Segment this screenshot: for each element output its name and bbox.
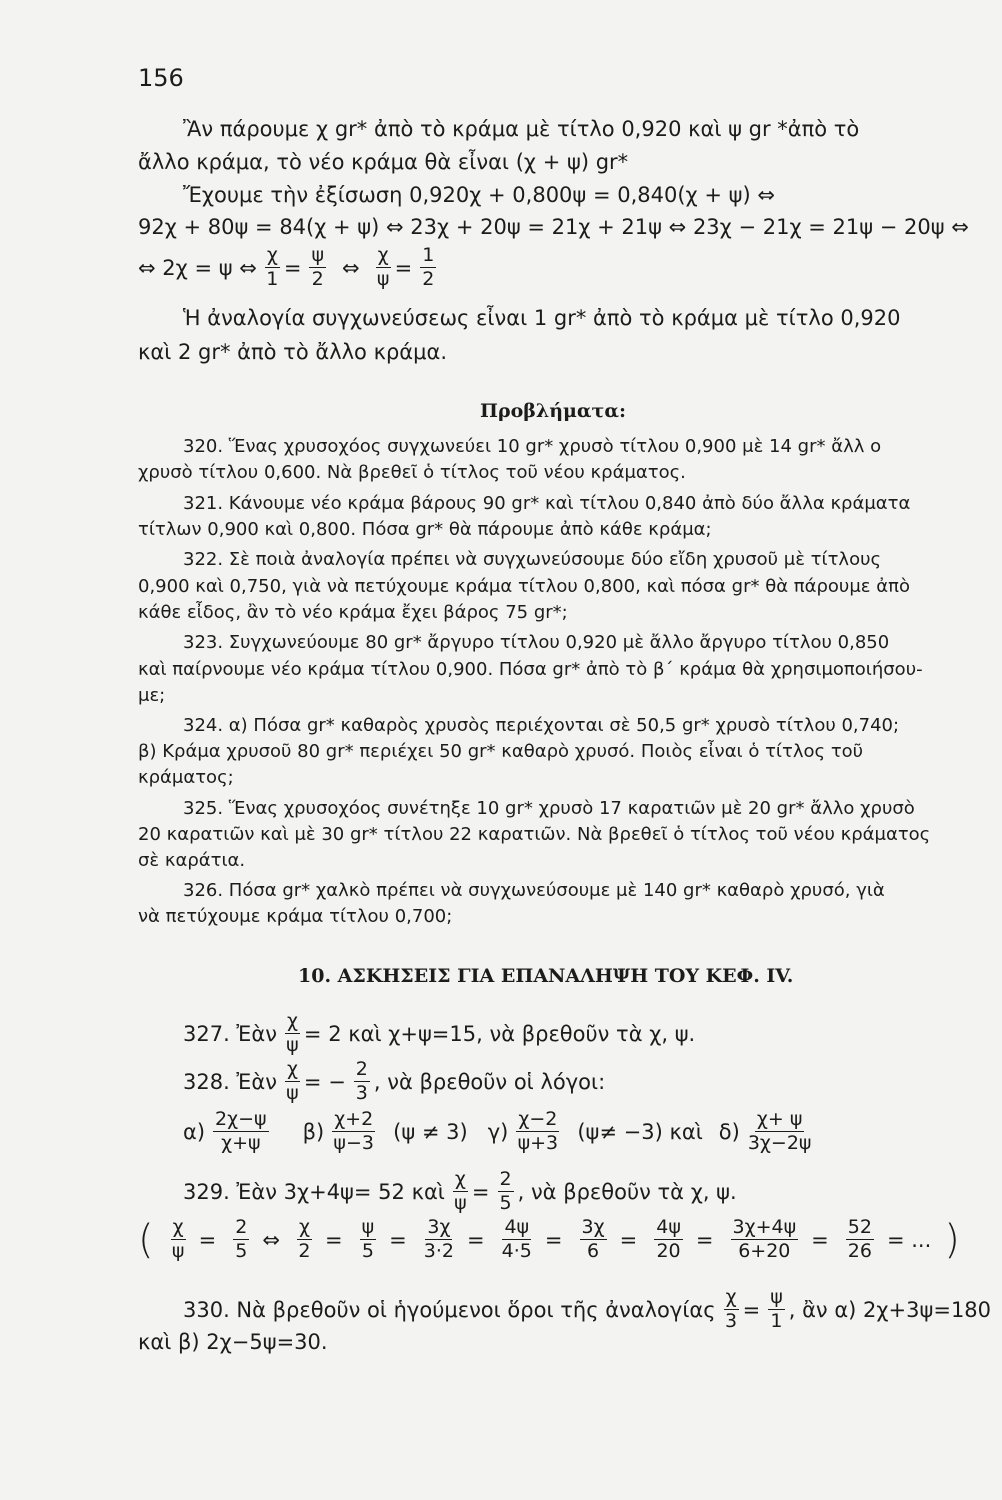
numerator: χ — [266, 244, 278, 266]
ratio-c-label: γ) — [487, 1119, 509, 1144]
ratio-c-condition: (ψ≠ −3) καὶ — [577, 1119, 703, 1144]
exercise-327-label: 327. Ἐὰν — [183, 1021, 277, 1046]
fraction-x-over-psi — [285, 1012, 300, 1055]
section-heading: 10. ΑΣΚΗΣΕΙΣ ΓΙΑ ΕΠΑΝΑΛΗΨΗ ΤΟΥ ΚΕΦ. IV. — [298, 965, 794, 987]
exercise-329-label: 329. Ἐὰν 3χ+4ψ= 52 καὶ — [183, 1179, 445, 1204]
exercise-329 — [183, 1170, 741, 1213]
numerator: 3χ — [427, 1216, 451, 1238]
problem-320-line-2: χρυσὸ τίτλου 0,600. Νὰ βρεθεῖ ὁ τίτλος τοῦ νέου κράματος. — [138, 462, 686, 483]
numerator: χ — [286, 1058, 298, 1080]
numerator: 3χ+4ψ — [732, 1216, 797, 1238]
proportion-derivation — [138, 246, 440, 289]
problem-323-line-1: 323. Συγχωνεύουμε 80 gr* ἄργυρο τίτλου 0,920 μὲ ἄλλο ἄργυρο τίτλου 0,850 — [183, 632, 890, 653]
denominator: 4·5 — [501, 1240, 532, 1262]
fraction-psi-over-1 — [768, 1288, 785, 1331]
denominator: ψ+3 — [517, 1132, 559, 1154]
numerator: ψ — [361, 1216, 375, 1238]
close-paren: ) — [944, 1216, 960, 1263]
denominator: 5 — [499, 1192, 512, 1214]
ratio-result-2: καὶ 2 gr* ἀπὸ τὸ ἄλλο κράμα. — [138, 340, 448, 364]
ratio-b-condition: (ψ ≠ 3) — [393, 1119, 468, 1144]
numerator: χ — [725, 1286, 737, 1308]
iff-sign: ⇔ — [341, 255, 360, 280]
equals-sign: = — [544, 1227, 563, 1252]
denominator: ψ — [286, 1082, 299, 1104]
fraction-x-over-psi — [285, 1060, 300, 1103]
denominator: 26 — [847, 1240, 872, 1262]
problem-324-line-1: 324. α) Πόσα gr* καθαρὸς χρυσὸς περιέχονται σὲ 50,5 gr* χρυσὸ τίτλου 0,740; — [183, 715, 900, 736]
exercise-328 — [183, 1060, 609, 1103]
denominator: 1 — [770, 1310, 783, 1332]
denominator: 3χ−2ψ — [747, 1132, 812, 1154]
denominator: 2 — [422, 268, 435, 290]
chain-fraction-7 — [580, 1218, 607, 1261]
problem-325-line-1: 325. Ἕνας χρυσοχόος συνέτηξε 10 gr* χρυσὸ 17 καρατιῶν μὲ 20 gr* ἄλλο χρυσὸ — [183, 798, 915, 819]
equals-sign: = — [619, 1227, 638, 1252]
numerator: 2 — [355, 1058, 368, 1080]
equals-sign: = — [283, 255, 302, 280]
denominator: 5 — [235, 1240, 248, 1262]
numerator: χ — [286, 1010, 298, 1032]
denominator: 2 — [298, 1240, 311, 1262]
fraction-2-over-3 — [354, 1060, 370, 1103]
numerator: 2χ−ψ — [215, 1108, 267, 1130]
exercise-327-text: = 2 καὶ χ+ψ=15, νὰ βρεθοῦν τὰ χ, ψ. — [303, 1021, 696, 1046]
iff-sign: ⇔ — [262, 1227, 280, 1252]
chain-fraction-2 — [233, 1218, 249, 1261]
solution-chain — [138, 1218, 964, 1261]
exercise-330 — [183, 1288, 995, 1331]
problem-321-line-1: 321. Κάνουμε νέο κράμα βάρους 90 gr* καὶ τίτλου 0,840 ἀπὸ δύο ἄλλα κράματα — [183, 493, 911, 514]
numerator: χ — [298, 1216, 310, 1238]
exercise-328-label: 328. Ἐὰν — [183, 1069, 277, 1094]
fraction-1-over-2 — [420, 246, 436, 289]
ratios-row — [183, 1110, 815, 1153]
denominator: 3 — [355, 1082, 368, 1104]
chain-fraction-4 — [360, 1218, 377, 1261]
denominator: ψ — [376, 268, 390, 290]
solution-line-2: ἄλλο κράμα, τὸ νέο κράμα θὰ εἶναι (χ + ψ) gr* — [138, 150, 629, 174]
numerator: 2 — [235, 1216, 248, 1238]
equation-line: Ἔχουμε τὴν ἐξίσωση 0,920χ + 0,800ψ = 0,840(χ + ψ) ⇔ — [183, 183, 775, 207]
equals-sign: = — [811, 1227, 829, 1252]
derivation-start: ⇔ 2χ = ψ ⇔ — [138, 255, 257, 280]
chain-fraction-9 — [731, 1218, 799, 1261]
solution-line-1: Ἂν πάρουμε χ gr* ἀπὸ τὸ κράμα μὲ τίτλο 0,920 καὶ ψ gr *ἀπὸ τὸ — [183, 117, 860, 141]
equals-sign: = — [471, 1179, 490, 1204]
denominator: ψ — [454, 1192, 467, 1214]
numerator: χ+ ψ — [756, 1108, 803, 1130]
problem-324-line-3: κράματος; — [138, 767, 234, 788]
problem-325-line-3: σὲ καράτια. — [138, 850, 246, 871]
numerator: χ — [172, 1216, 184, 1238]
numerator: 2 — [499, 1168, 512, 1190]
numerator: 52 — [847, 1216, 872, 1238]
exercise-330-label: 330. Νὰ βρεθοῦν οἱ ἡγούμενοι ὅροι τῆς ἀναλογίας — [183, 1297, 716, 1322]
fraction-2-over-5 — [498, 1170, 514, 1213]
denominator: 3·2 — [423, 1240, 455, 1262]
denominator: 6 — [587, 1240, 600, 1262]
equals-sign: = — [467, 1227, 485, 1252]
equals-sign: = — [324, 1227, 343, 1252]
numerator: χ+2 — [334, 1108, 374, 1130]
exercise-330-line-2: καὶ β) 2χ−5ψ=30. — [138, 1330, 328, 1354]
fraction-x-over-psi — [453, 1170, 468, 1213]
fraction-psi-over-2 — [309, 246, 326, 289]
problem-326-line-2: νὰ πετύχουμε κράμα τίτλου 0,700; — [138, 906, 453, 927]
numerator: 1 — [422, 244, 435, 266]
equation-chain: 92χ + 80ψ = 84(χ + ψ) ⇔ 23χ + 20ψ = 21χ + 21ψ ⇔ 23χ − 21χ = 21ψ − 20ψ ⇔ — [138, 215, 969, 239]
equals-sign: = — [389, 1227, 407, 1252]
equals-sign: = — [198, 1227, 217, 1252]
fraction-x-over-psi — [376, 246, 391, 289]
fraction-x-over-3 — [724, 1288, 739, 1331]
denominator: 5 — [361, 1240, 374, 1262]
problem-320-line-1: 320. Ἕνας χρυσοχόος συγχωνεύει 10 gr* χρυσὸ τίτλου 0,900 μὲ 14 gr* ἄλλ ο — [183, 436, 882, 457]
numerator: 4ψ — [504, 1216, 530, 1238]
chain-fraction-8 — [654, 1218, 683, 1261]
denominator: ψ — [286, 1034, 299, 1056]
exercise-330-text: , ἂν α) 2χ+3ψ=180 — [788, 1297, 992, 1322]
numerator: χ — [377, 244, 389, 266]
problem-322-line-2: 0,900 καὶ 0,750, γιὰ νὰ πετύχουμε κράμα τίτλου 0,800, καὶ πόσα gr* θὰ πάρουμε ἀπὸ — [138, 576, 910, 597]
problem-321-line-2: τίτλων 0,900 καὶ 0,800. Πόσα gr* θὰ πάρουμε ἀπὸ κάθε κράμα; — [138, 519, 712, 540]
problem-324-line-2: β) Κράμα χρυσοῦ 80 gr* περιέχει 50 gr* καθαρὸ χρυσό. Ποιὸς εἶναι ὁ τίτλος τοῦ — [138, 741, 864, 762]
chain-fraction-3 — [297, 1218, 312, 1261]
denominator: 2 — [311, 268, 324, 290]
problem-325-line-2: 20 καρατιῶν καὶ μὲ 30 gr* τίτλου 22 καρατιῶν. Νὰ βρεθεῖ ὁ τίτλος τοῦ νέου κράματος — [138, 824, 931, 845]
ratio-result-1: Ἡ ἀναλογία συγχωνεύσεως εἶναι 1 gr* ἀπὸ τὸ κράμα μὲ τίτλο 0,920 — [183, 306, 901, 330]
chain-fraction-5 — [424, 1218, 454, 1261]
chain-fraction-6 — [502, 1218, 532, 1261]
denominator: ψ — [171, 1240, 185, 1262]
ratio-c-fraction — [516, 1110, 559, 1153]
open-paren: ( — [138, 1216, 154, 1263]
numerator: ψ — [770, 1286, 783, 1308]
ratio-d-fraction — [748, 1110, 812, 1153]
chain-fraction-10 — [846, 1218, 874, 1261]
ratio-d-label: δ) — [718, 1119, 740, 1144]
exercise-329-text: , νὰ βρεθοῦν τὰ χ, ψ. — [517, 1179, 737, 1204]
exercise-327 — [183, 1012, 699, 1055]
equals-sign: = — [742, 1297, 761, 1322]
numerator: χ−2 — [518, 1108, 558, 1130]
equals-ellipsis: = ... — [886, 1227, 932, 1252]
denominator: 1 — [266, 268, 279, 290]
fraction-x-over-1 — [265, 246, 280, 289]
denominator: 20 — [656, 1240, 681, 1262]
chain-fraction-1 — [171, 1218, 186, 1261]
page-number: 156 — [138, 64, 184, 92]
problem-323-line-3: με; — [138, 685, 166, 706]
numerator: χ — [454, 1168, 466, 1190]
problem-322-line-3: κάθε εἶδος, ἂν τὸ νέο κράμα ἔχει βάρος 75 gr*; — [138, 602, 568, 623]
ratio-b-label: β) — [302, 1119, 325, 1144]
exercise-328-text: , νὰ βρεθοῦν οἱ λόγοι: — [373, 1069, 606, 1094]
denominator: 6+20 — [738, 1240, 791, 1262]
equals-sign: = — [394, 255, 413, 280]
equals-minus: = − — [303, 1069, 346, 1094]
problem-323-line-2: καὶ παίρνουμε νέο κράμα τίτλου 0,900. Πόσα gr* ἀπὸ τὸ β΄ κράμα θὰ χρησιμοποιήσου- — [138, 659, 923, 680]
denominator: 3 — [725, 1310, 738, 1332]
problem-322-line-1: 322. Σὲ ποιὰ ἀναλογία πρέπει νὰ συγχωνεύσουμε δύο εἴδη χρυσοῦ μὲ τίτλους — [183, 549, 882, 570]
ratio-a-fraction — [213, 1110, 269, 1153]
ratio-a-label: α) — [183, 1119, 206, 1144]
numerator: ψ — [311, 244, 324, 266]
problems-heading: Προβλήματα: — [480, 400, 626, 422]
problem-326-line-1: 326. Πόσα gr* χαλκὸ πρέπει νὰ συγχωνεύσουμε μὲ 140 gr* καθαρὸ χρυσό, γιὰ — [183, 880, 885, 901]
numerator: 3χ — [581, 1216, 605, 1238]
denominator: ψ−3 — [333, 1132, 374, 1154]
denominator: χ+ψ — [221, 1132, 261, 1154]
numerator: 4ψ — [656, 1216, 681, 1238]
ratio-b-fraction — [332, 1110, 375, 1153]
equals-sign: = — [695, 1227, 714, 1252]
